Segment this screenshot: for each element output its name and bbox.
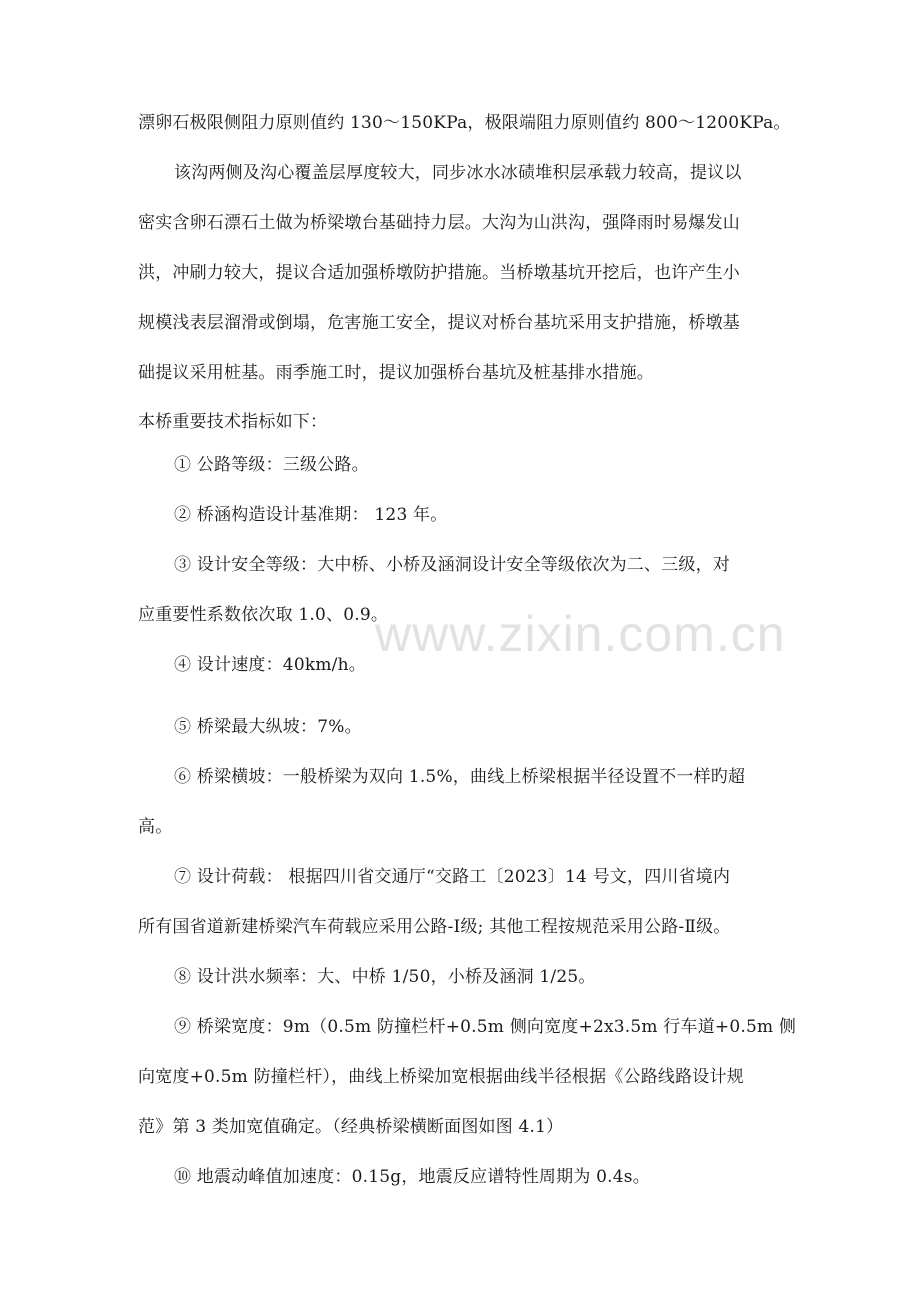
section-heading: 本桥重要技术指标如下： [138, 412, 328, 432]
text-line: 漂卵石极限侧阻力原则值约 130～150KPa，极限端阻力原则值约 800～1200KPa。 [138, 113, 791, 133]
text-line: 密实含卵石漂石土做为桥梁墩台基础持力层。大沟为山洪沟，强降雨时易爆发山 [138, 213, 740, 233]
list-item-continuation: 向宽度+0.5m 防撞栏杆），曲线上桥梁加宽根据曲线半径根据《公路线路设计规 [138, 1067, 744, 1087]
list-item: ⑦ 设计荷载： 根据四川省交通厅“交路工〔2023〕14 号文，四川省境内 [174, 867, 731, 887]
list-item: ⑩ 地震动峰值加速度：0.15g，地震反应谱特性周期为 0.4s。 [174, 1167, 650, 1187]
list-item: ③ 设计安全等级：大中桥、小桥及涵洞设计安全等级依次为二、三级，对 [174, 555, 731, 575]
list-item: ① 公路等级：三级公路。 [174, 455, 369, 475]
list-item: ⑨ 桥梁宽度：9m（0.5m 防撞栏杆+0.5m 侧向宽度+2x3.5m 行车道+0.5m 侧 [174, 1017, 797, 1037]
list-item: ⑧ 设计洪水频率：大、中桥 1/50，小桥及涵洞 1/25。 [174, 967, 596, 987]
text-line: 该沟两侧及沟心覆盖层厚度较大，同步冰水冰碛堆积层承载力较高，提议以 [174, 163, 742, 183]
list-item-continuation: 应重要性系数依次取 1.0、0.9。 [138, 605, 389, 625]
list-item-continuation: 所有国省道新建桥梁汽车荷载应采用公路-Ⅰ级; 其他工程按规范采用公路-Ⅱ级。 [138, 917, 731, 937]
list-item: ⑥ 桥梁横坡：一般桥梁为双向 1.5%，曲线上桥梁根据半径设置不一样旳超 [174, 767, 746, 787]
list-item: ④ 设计速度：40km/h。 [174, 655, 366, 675]
list-item: ② 桥涵构造设计基准期： 123 年。 [174, 505, 448, 525]
text-line: 规模浅表层溜滑或倒塌，危害施工安全，提议对桥台基坑采用支护措施，桥墩基 [138, 313, 740, 333]
watermark: www.zixin.com.cn [375, 606, 786, 662]
list-item: ⑤ 桥梁最大纵坡：7%。 [174, 717, 362, 737]
list-item-continuation: 范》第 3 类加宽值确定。（经典桥梁横断面图如图 4.1） [138, 1117, 564, 1137]
text-line: 础提议采用桩基。雨季施工时，提议加强桥台基坑及桩基排水措施。 [138, 363, 654, 383]
text-line: 洪，冲刷力较大，提议合适加强桥墩防护措施。当桥墩基坑开挖后，也许产生小 [138, 263, 740, 283]
list-item-continuation: 高。 [138, 817, 173, 837]
